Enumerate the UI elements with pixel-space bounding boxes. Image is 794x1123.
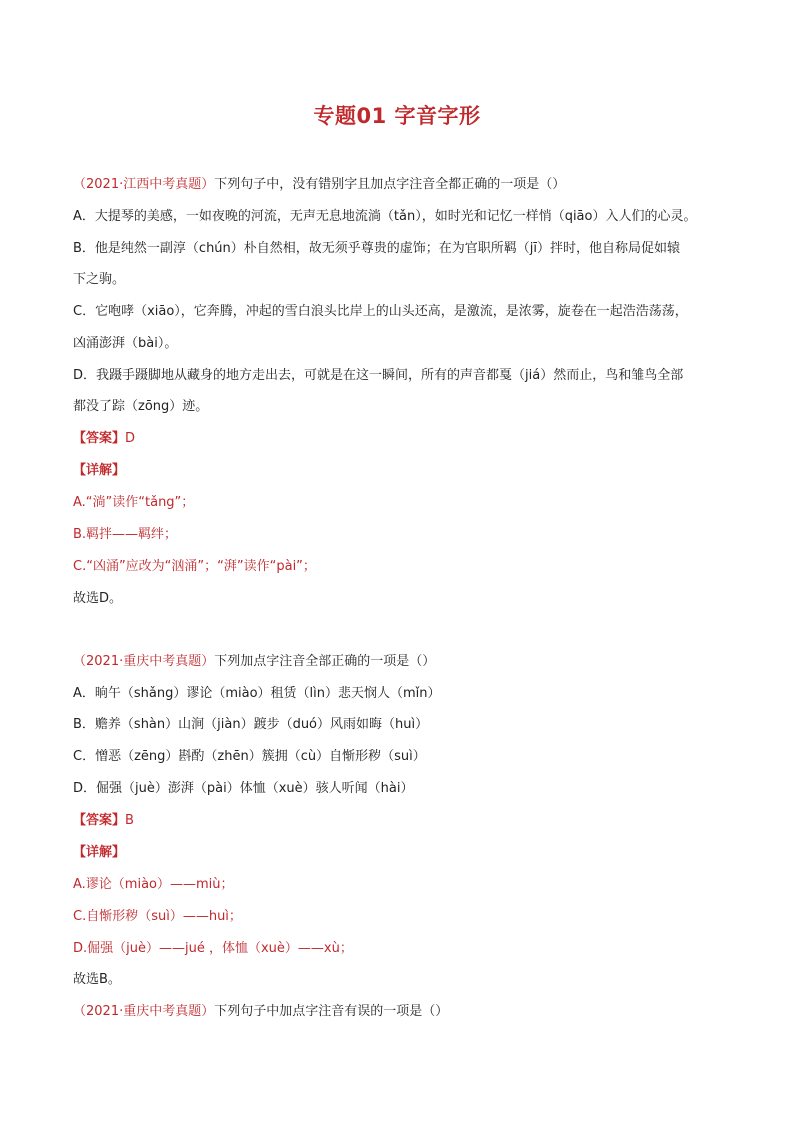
question-1-option-b-cont: 下之驹。 (73, 272, 126, 287)
question-1-option-d-cont: 都没了踪（zōng）迹。 (73, 399, 209, 414)
question-2-option-d: D．倔强（juè）澎湃（pài）体恤（xuè）骇人听闻（hài） (73, 781, 414, 796)
question-1-option-a: A．大提琴的美感，一如夜晚的河流，无声无息地流淌（tǎn），如时光和记忆一样悄（qiāo）入人们的心灵。 (73, 209, 697, 224)
question-1-detail-c: C.“凶涌”应改为“汹涌”；“湃”读作“pài”； (73, 559, 316, 574)
question-2-option-c: C．憎恶（zēng）斟酌（zhēn）簇拥（cù）自惭形秽（suì） (73, 749, 426, 764)
question-1-stem: 下列句子中，没有错别字且加点字注音全都正确的一项是（） (214, 177, 566, 192)
answer-label: 【答案】 (73, 813, 126, 828)
question-1-conclusion: 故选D。 (73, 591, 123, 606)
question-2-detail-d: D.倔强（juè）——jué ，体恤（xuè）——xù； (73, 941, 353, 956)
question-2-option-b: B．赡养（shàn）山涧（jiàn）踱步（duó）风雨如晦（huì） (73, 717, 429, 732)
question-1-header (73, 176, 733, 194)
question-3-stem: 下列句子中加点字注音有误的一项是（） (214, 1004, 449, 1019)
question-2-stem: 下列加点字注音全部正确的一项是（） (214, 654, 436, 669)
question-1-detail-b: B.羁拌——羁绊； (73, 527, 178, 542)
answer-value: B (125, 813, 134, 828)
question-1-answer (73, 430, 733, 448)
question-3-source: （2021·重庆中考真题） (73, 1004, 215, 1019)
question-1-option-c: C．它咆哮（xiāo），它奔腾，冲起的雪白浪头比岸上的山头还高，是激流，是浓雾，旋卷在一起浩浩荡荡， (73, 304, 688, 319)
question-2-detail-a: A.谬论（miào）——miù； (73, 877, 234, 892)
question-2-option-a: A．晌午（shǎng）谬论（miào）租赁（lìn）悲天悯人（mǐn） (73, 686, 441, 701)
question-1-detail-label: 【详解】 (73, 463, 126, 478)
question-1-detail-a: A.“淌”读作“tǎng”； (73, 495, 195, 510)
question-3-header (73, 1003, 733, 1021)
question-2-detail-label: 【详解】 (73, 845, 126, 860)
question-2-conclusion: 故选B。 (73, 972, 121, 987)
answer-value: D (125, 431, 136, 446)
page-title: 专题01 字音字形 (313, 104, 481, 128)
question-2-answer (73, 812, 733, 830)
question-1-option-d: D．我蹑手蹑脚地从藏身的地方走出去，可就是在这一瞬间，所有的声音都戛（jiá）然而止，鸟和雏鸟全部 (73, 368, 684, 383)
question-2-header (73, 653, 733, 671)
answer-label: 【答案】 (73, 431, 126, 446)
question-1-option-b: B．他是纯然一副淳（chún）朴自然相，故无须乎尊贵的虚饰；在为官职所羁（jī）拌时，他自称局促如辕 (73, 241, 681, 256)
question-2-source: （2021·重庆中考真题） (73, 654, 215, 669)
question-1-source: （2021·江西中考真题） (73, 177, 215, 192)
question-2-detail-c: C.自惭形秽（suì）——huì； (73, 909, 242, 924)
question-1-option-c-cont: 凶涌澎湃（bài）。 (73, 336, 178, 351)
